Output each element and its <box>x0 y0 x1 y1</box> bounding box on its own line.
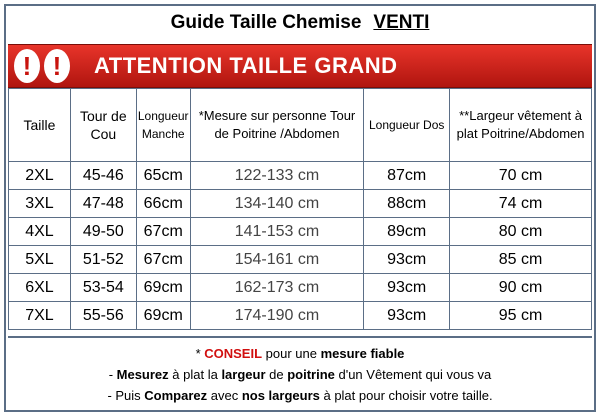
cell-largeur-a-plat: 85 cm <box>450 246 592 274</box>
cell-longueur-manche: 67cm <box>136 246 190 274</box>
cell-longueur-dos: 87cm <box>364 162 450 190</box>
exclamation-icon: ! <box>14 49 40 83</box>
cell-tour-de-cou: 55-56 <box>70 302 136 330</box>
advice-text: à plat pour choisir votre taille. <box>319 387 493 403</box>
header-tour-de-poitrine: *Mesure sur personne Tour de Poitrine /Abdomen <box>190 89 364 162</box>
page-title <box>6 6 594 40</box>
cell-taille: 4XL <box>9 218 71 246</box>
advice-text: pour une <box>262 345 321 361</box>
cell-longueur-dos: 93cm <box>364 302 450 330</box>
cell-tour-de-poitrine: 174-190 cm <box>190 302 364 330</box>
cell-longueur-dos: 89cm <box>364 218 450 246</box>
cell-tour-de-poitrine: 154-161 cm <box>190 246 364 274</box>
cell-tour-de-poitrine: 162-173 cm <box>190 274 364 302</box>
cell-tour-de-cou: 45-46 <box>70 162 136 190</box>
cell-longueur-manche: 67cm <box>136 218 190 246</box>
cell-largeur-a-plat: 80 cm <box>450 218 592 246</box>
cell-longueur-manche: 69cm <box>136 302 190 330</box>
advice-line-3 <box>107 385 492 406</box>
header-largeur-a-plat: **Largeur vêtement à plat Poitrine/Abdomen <box>450 89 592 162</box>
cell-largeur-a-plat: 70 cm <box>450 162 592 190</box>
cell-taille: 7XL <box>9 302 71 330</box>
cell-taille: 2XL <box>9 162 71 190</box>
advice-emphasis: Mesurez <box>116 366 169 382</box>
table-row <box>9 162 592 190</box>
header-longueur-manche: Longueur Manche <box>136 89 190 162</box>
advice-text: - Puis <box>107 387 145 403</box>
header-longueur-dos: Longueur Dos <box>364 89 450 162</box>
size-guide <box>4 4 596 412</box>
banner-text: ATTENTION TAILLE GRAND <box>94 53 398 78</box>
cell-tour-de-poitrine: 134-140 cm <box>190 190 364 218</box>
cell-largeur-a-plat: 74 cm <box>450 190 592 218</box>
table-row <box>9 274 592 302</box>
table-row <box>9 246 592 274</box>
advice-emphasis: poitrine <box>287 366 335 382</box>
advice-text: avec <box>207 387 242 403</box>
table-header-row <box>9 89 592 162</box>
size-table <box>8 88 592 330</box>
cell-longueur-manche: 66cm <box>136 190 190 218</box>
cell-longueur-manche: 69cm <box>136 274 190 302</box>
cell-longueur-dos: 93cm <box>364 246 450 274</box>
advice-text: - <box>108 366 117 382</box>
exclamation-icon: ! <box>44 49 70 83</box>
title-text: Guide Taille Chemise <box>170 12 362 33</box>
cell-taille: 5XL <box>9 246 71 274</box>
advice-note <box>8 336 592 410</box>
attention-banner <box>8 44 592 88</box>
table-row <box>9 302 592 330</box>
cell-tour-de-cou: 53-54 <box>70 274 136 302</box>
cell-largeur-a-plat: 95 cm <box>450 302 592 330</box>
advice-star: * <box>195 345 205 361</box>
advice-emphasis: mesure fiable <box>320 345 405 361</box>
cell-tour-de-poitrine: 141-153 cm <box>190 218 364 246</box>
cell-longueur-dos: 88cm <box>364 190 450 218</box>
advice-emphasis: Comparez <box>144 387 208 403</box>
advice-line-2 <box>109 364 492 385</box>
cell-taille: 3XL <box>9 190 71 218</box>
advice-text: d'un Vêtement qui vous va <box>334 366 492 382</box>
cell-largeur-a-plat: 90 cm <box>450 274 592 302</box>
cell-tour-de-cou: 49-50 <box>70 218 136 246</box>
table-row <box>9 218 592 246</box>
cell-tour-de-cou: 51-52 <box>70 246 136 274</box>
conseil-label: CONSEIL <box>204 345 263 361</box>
advice-text: à plat la <box>168 366 222 382</box>
cell-longueur-manche: 65cm <box>136 162 190 190</box>
header-tour-de-cou: Tour de Cou <box>70 89 136 162</box>
advice-text: de <box>265 366 288 382</box>
brand-name: VENTI <box>373 12 430 33</box>
cell-tour-de-cou: 47-48 <box>70 190 136 218</box>
advice-emphasis: largeur <box>221 366 266 382</box>
advice-emphasis: nos largeurs <box>241 387 320 403</box>
cell-tour-de-poitrine: 122-133 cm <box>190 162 364 190</box>
table-row <box>9 190 592 218</box>
advice-line-1 <box>196 343 405 364</box>
header-taille: Taille <box>9 89 71 162</box>
cell-taille: 6XL <box>9 274 71 302</box>
cell-longueur-dos: 93cm <box>364 274 450 302</box>
